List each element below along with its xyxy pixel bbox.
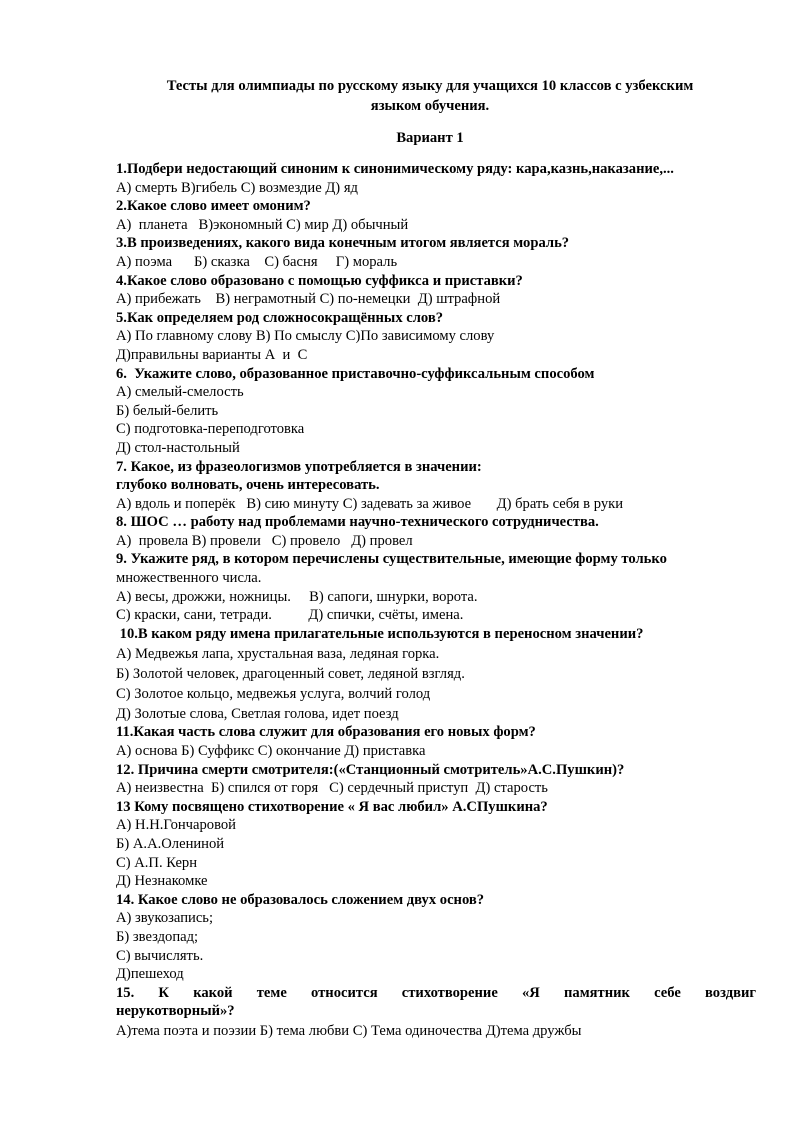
answer-line: А) неизвестна Б) спился от горя С) сердечный приступ Д) старость bbox=[116, 780, 548, 797]
answer-line: А) провела В) провели С) провело Д) провел bbox=[116, 532, 413, 549]
question-15 bbox=[116, 984, 756, 1003]
answer-line: А) смелый-смелость bbox=[116, 384, 244, 401]
question-7: 7. Какое, из фразеологизмов употребляется в значении: bbox=[116, 458, 482, 475]
question-12: 12. Причина смерти смотрителя:(«Станционный смотритель»А.С.Пушкин)? bbox=[116, 761, 625, 778]
answer-line: А) вдоль и поперёк В) сию минуту С) задевать за живое Д) брать себя в руки bbox=[116, 495, 624, 512]
question-6: 6. Укажите слово, образованное приставочно-суффиксальным способом bbox=[116, 365, 595, 382]
answer-line: С) А.П. Керн bbox=[116, 854, 198, 871]
answer-line: А) смерть В)гибель С) возмездие Д) яд bbox=[116, 179, 358, 196]
question-15-word: воздвиг bbox=[705, 984, 756, 1001]
answer-line: А) звукозапись; bbox=[116, 910, 214, 927]
question-13: 13 Кому посвящено стихотворение « Я вас любил» А.СПушкина? bbox=[116, 798, 548, 815]
answer-line: С) Золотое кольцо, медвежья услуга, волчий голод bbox=[116, 685, 431, 702]
answer-line: А) планета В)экономный С) мир Д) обычный bbox=[116, 216, 409, 233]
question-4: 4.Какое слово образовано с помощью суффикса и приставки? bbox=[116, 272, 523, 289]
answer-line: А) По главному слову В) По смыслу С)По зависимому слову bbox=[116, 328, 495, 345]
question-2: 2.Какое слово имеет омоним? bbox=[116, 198, 311, 215]
question-8: 8. ШОС … работу над проблемами научно-технического сотрудничества. bbox=[116, 514, 599, 531]
answer-line: С) краски, сани, тетради. Д) спички, счёты, имена. bbox=[116, 607, 464, 624]
question-15-continuation: нерукотворный»? bbox=[116, 1003, 235, 1020]
question-5: 5.Как определяем род сложносокращённых слов? bbox=[116, 309, 444, 326]
answer-line: А) Медвежья лапа, хрустальная ваза, ледяная горка. bbox=[116, 645, 440, 662]
answer-line: Б) А.А.Олениной bbox=[116, 835, 225, 852]
question-15-word: относится bbox=[311, 984, 378, 1001]
question-15-word: себе bbox=[654, 984, 681, 1001]
answer-line: Д)пешеход bbox=[116, 966, 184, 983]
question-15-word: памятник bbox=[564, 984, 630, 1001]
answer-line: А) Н.Н.Гончаровой bbox=[116, 817, 236, 834]
questions-list bbox=[116, 160, 756, 1041]
question-15-word: теме bbox=[256, 984, 287, 1001]
answer-line: Б) белый-белить bbox=[116, 402, 219, 419]
question-14: 14. Какое слово не образовалось сложением двух основ? bbox=[116, 891, 485, 908]
question-3: 3.В произведениях, какого вида конечным итогом является мораль? bbox=[116, 235, 570, 252]
answer-line: Д) Незнакомке bbox=[116, 873, 208, 890]
document-title bbox=[100, 76, 760, 116]
answer-line: С) подготовка-переподготовка bbox=[116, 421, 305, 438]
answer-line: Б) звездопад; bbox=[116, 928, 199, 945]
question-15-word: стихотворение bbox=[401, 984, 498, 1001]
answer-line: Д) Золотые слова, Светлая голова, идет поезд bbox=[116, 705, 399, 722]
question-1: 1.Подбери недостающий синоним к синонимическому ряду: кара,казнь,наказание,... bbox=[116, 161, 674, 177]
answer-line: Д)правильны варианты А и С bbox=[116, 346, 308, 363]
question-10: 10.В каком ряду имена прилагательные используются в переносном значении? bbox=[116, 625, 644, 642]
title-line: языком обучения. bbox=[370, 98, 490, 114]
answer-line: Д) стол-настольный bbox=[116, 439, 240, 456]
question-7-continuation: глубоко волновать, очень интересовать. bbox=[116, 477, 380, 494]
question-15-word: «Я bbox=[522, 984, 540, 1001]
question-15-word: К bbox=[158, 984, 170, 1001]
answer-line: А) прибежать В) неграмотный С) по-немецки Д) штрафной bbox=[116, 291, 501, 308]
answer-line: С) вычислять. bbox=[116, 947, 204, 964]
answer-line: А) поэма Б) сказка С) басня Г) мораль bbox=[116, 253, 398, 270]
answer-line: Б) Золотой человек, драгоценный совет, ледяной взгляд. bbox=[116, 665, 465, 682]
question-11: 11.Какая часть слова служит для образования его новых форм? bbox=[116, 724, 536, 741]
question-15-word: какой bbox=[193, 984, 233, 1001]
variant-heading: Вариант 1 bbox=[396, 130, 464, 146]
question-9: 9. Укажите ряд, в котором перечислены существительные, имеющие форму только bbox=[116, 551, 667, 568]
title-line: Тесты для олимпиады по русскому языку для учащихся 10 классов с узбекским bbox=[166, 78, 694, 94]
answer-line: А) основа Б) Суффикс С) окончание Д) приставка bbox=[116, 742, 426, 759]
question-15-word: 15. bbox=[116, 984, 135, 1001]
answer-line: А) весы, дрожжи, ножницы. В) сапоги, шнурки, ворота. bbox=[116, 588, 478, 605]
question-9-continuation: множественного числа. bbox=[116, 570, 262, 587]
answer-line: А)тема поэта и поэзии Б) тема любви С) Тема одиночества Д)тема дружбы bbox=[116, 1023, 582, 1040]
